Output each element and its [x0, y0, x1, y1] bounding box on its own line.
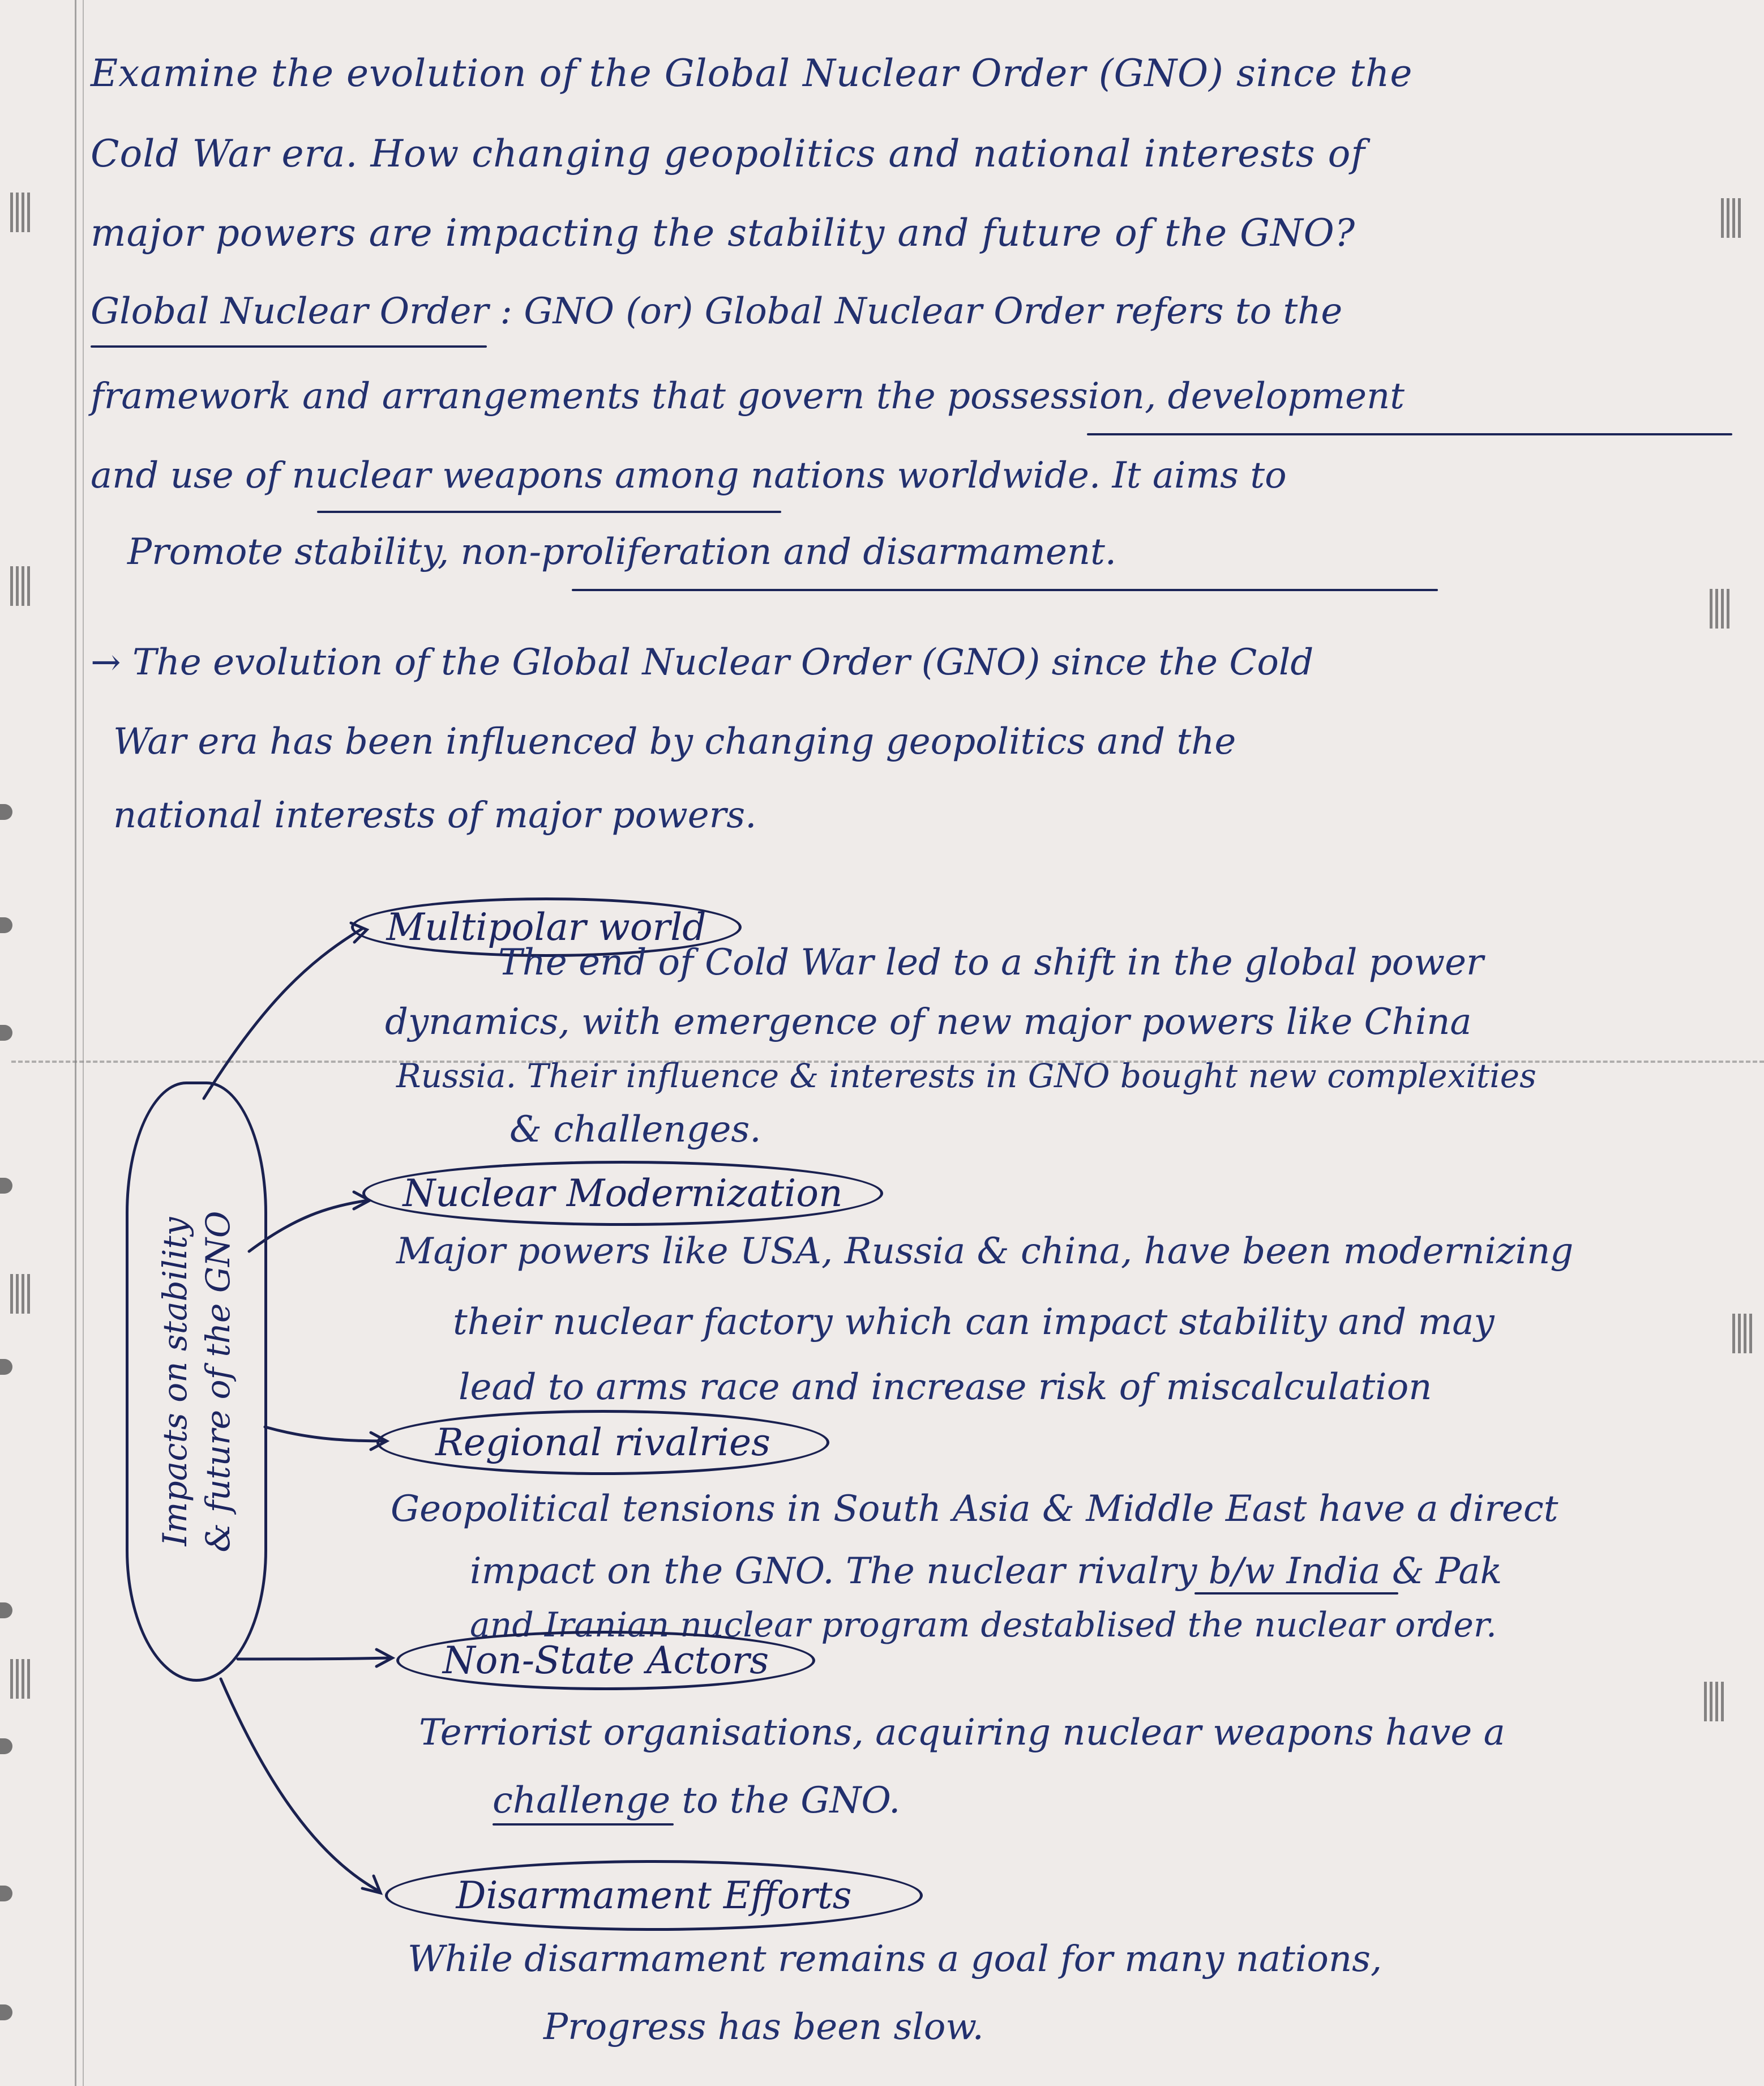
branch-text-line: Geopolitical tensions in South Asia & Middle East have a direct [391, 1488, 1559, 1530]
branch-node-non-state-actors: Non-State Actors [396, 1631, 815, 1690]
intro-line: War era has been influenced by changing geopolitics and the [113, 721, 1236, 763]
branch-text-line: and Iranian nuclear program destablised the nuclear order. [470, 1605, 1497, 1645]
branch-node-regional-rivalries: Regional rivalries [376, 1410, 829, 1475]
branch-node-nuclear-modernization: Nuclear Modernization [362, 1161, 883, 1226]
definition-line: Global Nuclear Order : GNO (or) Global Nuclear Order refers to the [91, 290, 1343, 332]
connector-line [238, 1658, 391, 1659]
question-line: Cold War era. How changing geopolitics and national interests of [91, 132, 1365, 176]
intro-line: → The evolution of the Global Nuclear Order (GNO) since the Cold [91, 642, 1314, 683]
connector-line [204, 929, 362, 1098]
definition-line: and use of nuclear weapons among nations worldwide. It aims to [91, 455, 1287, 497]
connector-line [221, 1679, 379, 1891]
branch-text-line: Terriorist organisations, acquiring nuclear weapons have a [419, 1712, 1505, 1754]
branch-text-line: Progress has been slow. [543, 2006, 984, 2048]
branch-text-line: & challenges. [509, 1109, 761, 1151]
definition-line: Promote stability, non-proliferation and disarmament. [127, 531, 1117, 573]
branch-text-line: challenge to the GNO. [493, 1780, 901, 1822]
branch-node-disarmament-efforts: Disarmament Efforts [385, 1860, 923, 1931]
central-node-line: & future of the GNO [199, 1211, 237, 1553]
question-line: major powers are impacting the stability and future of the GNO? [91, 211, 1356, 255]
intro-line: national interests of major powers. [113, 794, 757, 836]
branch-text-line: Major powers like USA, Russia & china, have been modernizing [396, 1230, 1574, 1272]
central-node-label [153, 1211, 239, 1553]
branch-text-line: lead to arms race and increase risk of miscalculation [459, 1366, 1432, 1408]
branch-text-line: impact on the GNO. The nuclear rivalry b/w India & Pak [470, 1550, 1502, 1592]
central-node-line: Impacts on stability [156, 1217, 194, 1546]
connector-line [265, 1427, 385, 1441]
branch-text-line: While disarmament remains a goal for many nations, [408, 1938, 1382, 1980]
branch-text-line: their nuclear factory which can impact stability and may [453, 1301, 1495, 1343]
underline [493, 1823, 674, 1826]
underline [1194, 1592, 1398, 1595]
branch-text-line: The end of Cold War led to a shift in the global power [498, 942, 1484, 984]
definition-line: framework and arrangements that govern the possession, development [91, 375, 1405, 417]
branch-node-multipolar-world: Multipolar world [351, 897, 742, 957]
question-line: Examine the evolution of the Global Nuclear Order (GNO) since the [91, 52, 1413, 95]
branch-text-line: dynamics, with emergence of new major powers like China [385, 1001, 1472, 1043]
branch-text-line: Russia. Their influence & interests in GNO bought new complexities [396, 1057, 1536, 1095]
